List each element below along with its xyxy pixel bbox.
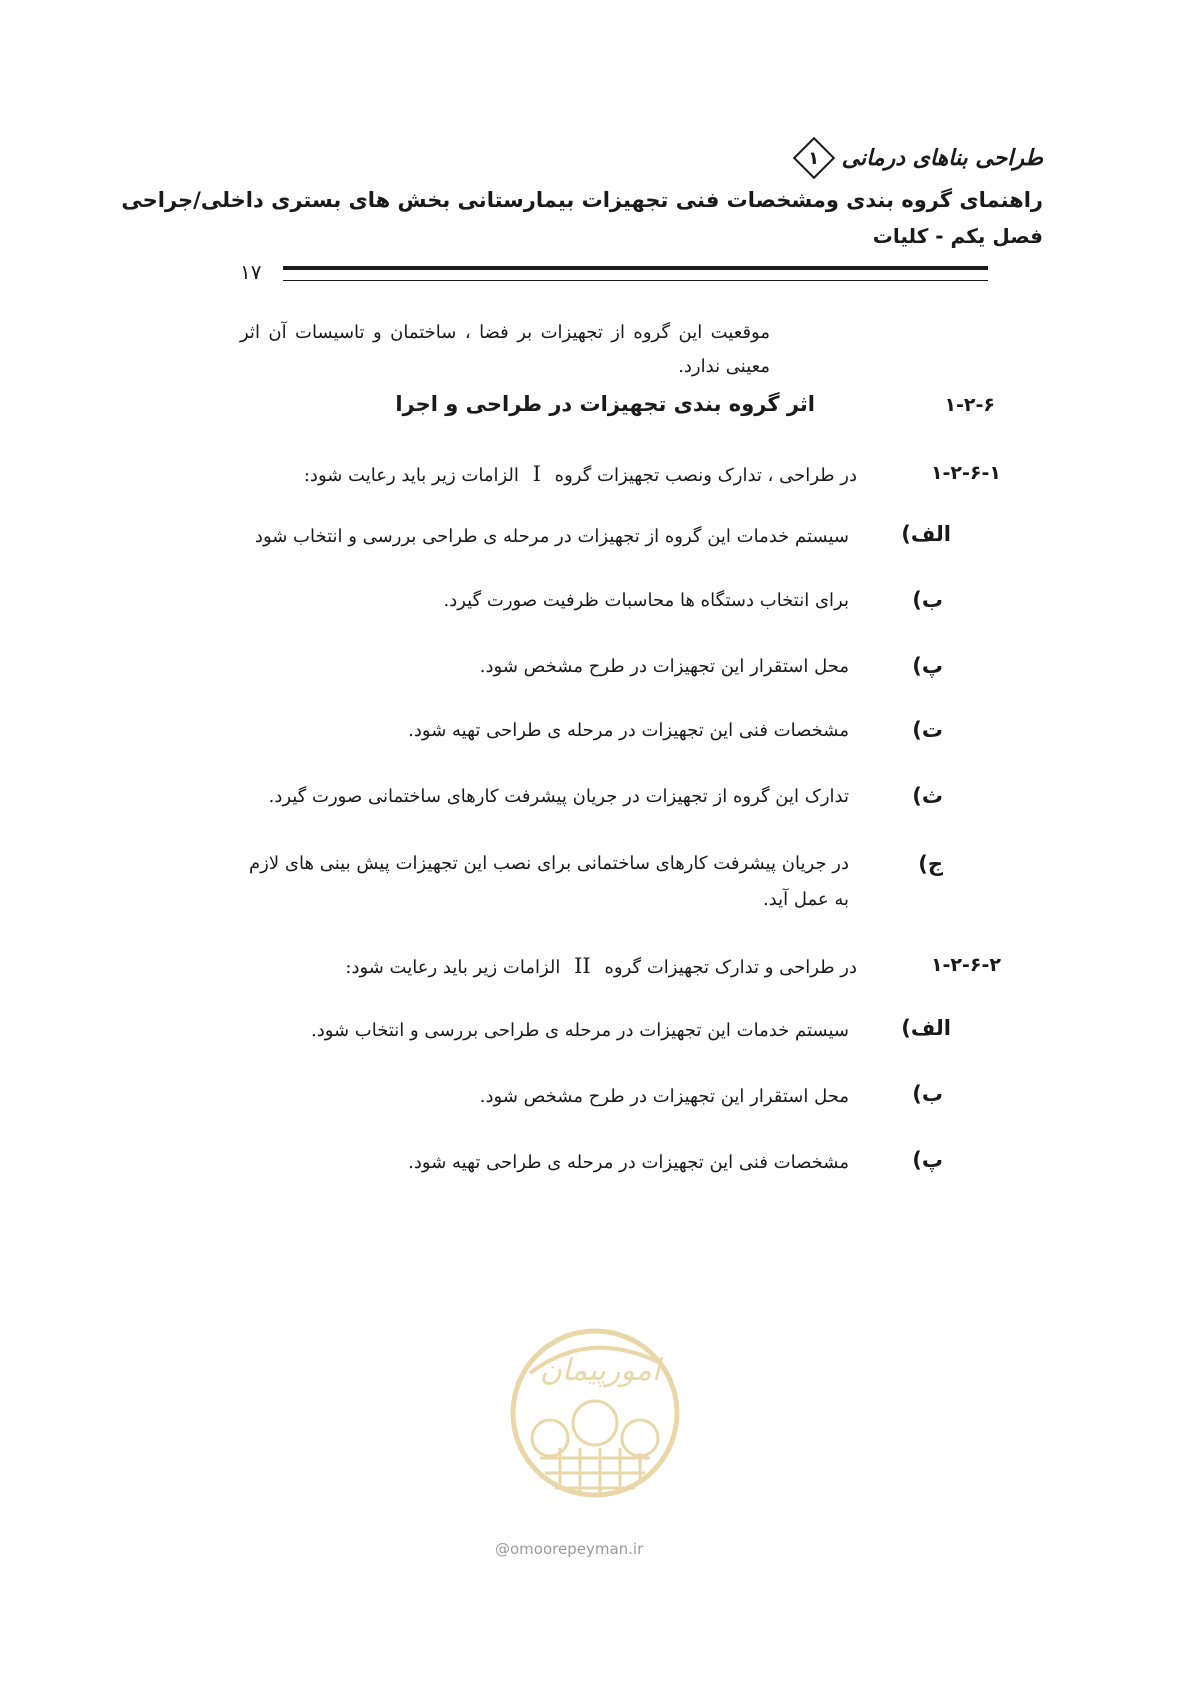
item-label: الف) [901, 1016, 951, 1040]
section-number: ۱-۲-۶ [944, 394, 995, 416]
subsection-2-text-before: در طراحی و تدارک تجهیزات گروه [604, 957, 857, 978]
watermark-logo-text: امورپیمان [539, 1353, 661, 1388]
list-item: مشخصات فنی این تجهیزات در مرحله ی طراحی تهیه شود. [408, 720, 849, 741]
document-title: راهنمای گروه بندی ومشخصات فنی تجهیزات بیمارستانی بخش های بستری داخلی/جراحی [121, 188, 1043, 212]
section-title: اثر گروه بندی تجهیزات در طراحی و اجرا [395, 392, 815, 416]
group-roman-numeral: II [574, 954, 591, 978]
series-number: ۱ [808, 147, 820, 169]
subsection-1-number: ۱-۲-۶-۱ [930, 462, 1001, 484]
item-label: ب) [912, 1082, 943, 1106]
item-label: ب) [912, 588, 943, 612]
intro-paragraph: موقعیت این گروه از تجهیزات بر فضا ، ساختمان و تاسیسات آن اثر معینی ندارد. [240, 322, 770, 377]
list-item: سیستم خدمات این تجهیزات در مرحله ی طراحی بررسی و انتخاب شود. [310, 1020, 849, 1041]
item-label: پ) [912, 654, 943, 678]
list-item: مشخصات فنی این تجهیزات در مرحله ی طراحی تهیه شود. [408, 1152, 849, 1173]
series-number-diamond [796, 140, 832, 176]
watermark-logo [490, 1318, 700, 1498]
list-item: محل استقرار این تجهیزات در طرح مشخص شود. [479, 1086, 849, 1107]
list-item: برای انتخاب دستگاه ها محاسبات ظرفیت صورت گیرد. [443, 590, 849, 611]
item-label: ت) [912, 718, 943, 742]
header-rule [283, 266, 988, 281]
series-title [796, 140, 1043, 176]
subsection-2-text [345, 954, 857, 978]
list-item: تدارک این گروه از تجهیزات در جریان پیشرفت کارهای ساختمانی صورت گیرد. [268, 786, 849, 807]
list-item: محل استقرار این تجهیزات در طرح مشخص شود. [479, 656, 849, 677]
item-label: ج) [918, 852, 943, 876]
series-text: طراحی بناهای درمانی [841, 145, 1043, 171]
subsection-1-text-after: الزامات زیر باید رعایت شود: [303, 465, 519, 486]
item-label: ث) [912, 784, 943, 808]
list-item: سیستم خدمات این گروه از تجهیزات در مرحله ی طراحی بررسی و انتخاب شود [254, 526, 849, 547]
subsection-2-number: ۱-۲-۶-۲ [930, 954, 1001, 976]
item-label: پ) [912, 1148, 943, 1172]
subsection-1-text [304, 462, 857, 486]
subsection-2-text-after: الزامات زیر باید رعایت شود: [345, 957, 561, 978]
subsection-1-text-before: در طراحی ، تدارک ونصب تجهیزات گروه [554, 465, 857, 486]
group-roman-numeral: I [532, 462, 541, 486]
item-label: الف) [901, 522, 951, 546]
watermark-url: @omoorepeyman.ir [495, 1540, 644, 1558]
page-number: ۱۷ [240, 260, 262, 284]
chapter-title: فصل یکم - کلیات [872, 224, 1043, 248]
list-item: در جریان پیشرفت کارهای ساختمانی برای نصب این تجهیزات پیش بینی های لازم به عمل آید. [249, 853, 849, 910]
